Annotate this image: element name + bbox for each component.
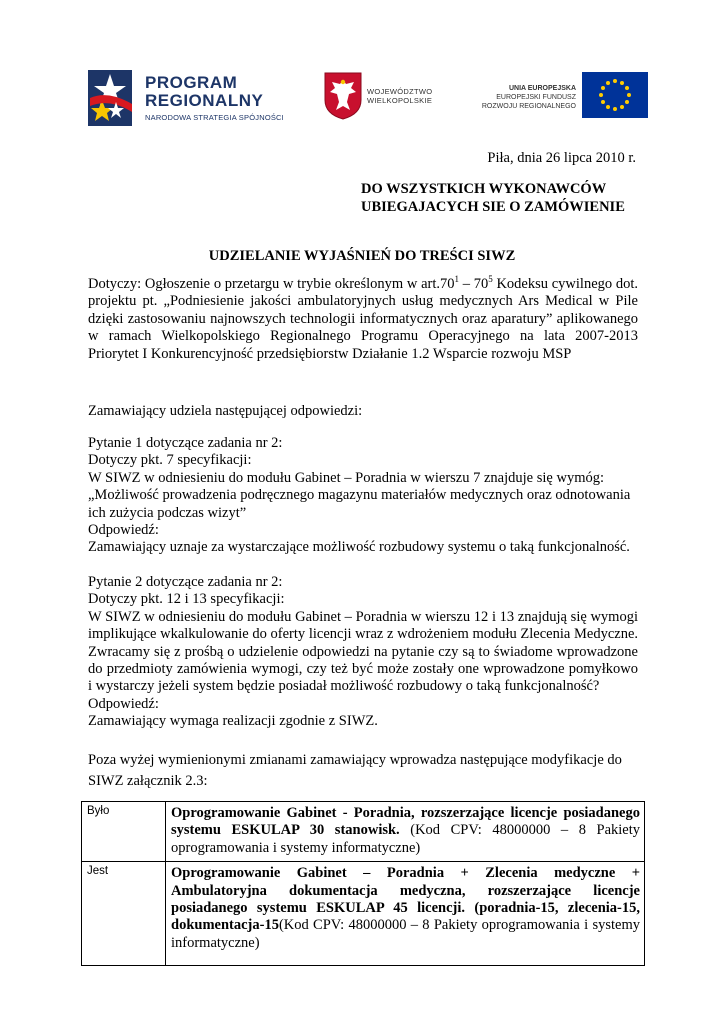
q1-answer-label: Odpowiedź: <box>88 522 159 539</box>
wojewodztwo-line1: WOJEWÓDZTWO <box>367 87 433 96</box>
wojewodztwo-line2: WIELKOPOLSKIE <box>367 96 433 105</box>
table-row-value <box>166 802 645 862</box>
wojewodztwo-logo <box>324 72 444 122</box>
modification-line1: Poza wyżej wymienionymi zmianami zamawiający wprowadza następujące modyfikacje do <box>88 752 622 768</box>
table-row <box>82 862 645 966</box>
q1-ref: Dotyczy pkt. 7 specyfikacji: <box>88 452 252 469</box>
header-logos <box>88 62 648 132</box>
row1-bold-text: Oprogramowanie Gabinet - Poradnia, rozszerzające licencje posiadanego systemu ESKULAP 30 stanowisk. <box>171 805 640 839</box>
addressee-line1: DO WSZYSTKICH WYKONAWCÓW <box>361 181 607 197</box>
program-line3: NARODOWA STRATEGIA SPÓJNOŚCI <box>145 113 284 122</box>
row2-normal-text: (Kod CPV: 48000000 – 8 Pakiety oprogramowania i systemy informatyczne) <box>171 917 640 951</box>
q1-text2: „Możliwość prowadzenia podręcznego magazynu materiałów medycznych oraz odnotowania ich zużycia podczas wizyt” <box>88 487 631 521</box>
table-row-label: Jest <box>82 862 166 966</box>
row1-normal-text: (Kod CPV: 48000000 – 8 Pakiety oprogramowania i systemy informatyczne) <box>171 822 641 856</box>
question-1-block <box>88 435 638 557</box>
q2-ref: Dotyczy pkt. 12 i 13 specyfikacji: <box>88 591 285 608</box>
dotyczy-sup1: 1 <box>454 274 460 285</box>
program-line2: REGIONALNY <box>145 91 264 110</box>
dotyczy-paragraph <box>88 276 638 363</box>
modification-table <box>81 801 645 966</box>
modification-paragraph <box>88 752 638 791</box>
row2-bold-text: Oprogramowanie Gabinet – Poradnia + Zlecenia medyczne + Ambulatoryjna dokumentacja medyczna, rozszerzające licencje posiadanego systemu ESKULAP 45 licencji. (poradnia-15, zlecenia-15, dokumentacja-15 <box>171 865 640 934</box>
wielkopolska-shield-icon <box>324 72 362 120</box>
q2-title: Pytanie 2 dotyczące zadania nr 2: <box>88 574 283 590</box>
addressee <box>361 180 625 216</box>
intro-paragraph: Zamawiający udziela następującej odpowiedzi: <box>88 403 363 419</box>
q2-answer-label: Odpowiedź: <box>88 695 159 712</box>
addressee-line2: UBIEGAJACYCH SIE O ZAMÓWIENIE <box>361 199 625 215</box>
eu-line1: UNIA EUROPEJSKA <box>508 85 576 92</box>
eu-logo <box>466 72 648 122</box>
dotyczy-sup2: 5 <box>488 274 493 285</box>
q2-text: W SIWZ w odniesieniu do modułu Gabinet – Poradnia w wierszu 12 i 13 znajdują się wymogi implikujące wkalkulowanie do oferty licencji wraz z wdrożeniem modułu Zlecenia Medyczne. Zwracamy się z prośbą o udzielenie odpowiedzi na pytanie czy są to świadome wprowadzone do przedmioty zamówienia wymogi, czy też być może zostały one wprowadzone pomyłkowo i wystarczy jeżeli system będzie posiadał możliwość rozbudowy o taką funkcjonalność? <box>88 608 638 695</box>
program-line1: PROGRAM <box>145 73 238 92</box>
dotyczy-text-a: Dotyczy: Ogłoszenie o przetargu w trybie określonym w art.70 <box>88 276 455 292</box>
question-2-block <box>88 574 638 731</box>
table-row <box>82 802 645 862</box>
q1-title: Pytanie 1 dotyczące zadania nr 2: <box>88 435 283 451</box>
modification-line2: SIWZ załącznik 2.3: <box>88 773 208 790</box>
q2-answer: Zamawiający wymaga realizacji zgodnie z SIWZ. <box>88 713 378 730</box>
eu-flag-icon <box>582 72 648 118</box>
eu-line3: ROZWOJU REGIONALNEGO <box>481 103 576 110</box>
table-row-value <box>166 862 645 966</box>
letter-date: Piła, dnia 26 lipca 2010 r. <box>487 150 636 166</box>
program-regionalny-emblem-icon <box>88 64 140 130</box>
q1-answer: Zamawiający uznaje za wystarczające możliwość rozbudowy systemu o taką funkcjonalność. <box>88 539 630 556</box>
dotyczy-text-c: Kodeksu cywilnego dot. projektu pt. „Podniesienie jakości ambulatoryjnych usług medycznych Ars Medical w Pile dzięki zastosowaniu najnowszych technologii informatycznych oraz aparatury” aplikowanego w ramach Wielkopolskiego Regionalnego Programu Operacyjnego na lata 2007-2013 Priorytet I Konkurencyjność przedsiębiorstw Działanie 1.2 Wsparcie rozwoju MSP <box>88 276 639 362</box>
table-row-label: Było <box>82 802 166 862</box>
eu-line2: EUROPEJSKI FUNDUSZ <box>496 94 576 101</box>
q1-text1: W SIWZ w odniesieniu do modułu Gabinet – Poradnia w wierszu 7 znajduje się wymóg: <box>88 469 604 486</box>
dotyczy-text-b: – 70 <box>459 276 489 292</box>
letter-subject: UDZIELANIE WYJAŚNIEŃ DO TREŚCI SIWZ <box>208 248 516 264</box>
program-regionalny-logo <box>88 64 288 130</box>
